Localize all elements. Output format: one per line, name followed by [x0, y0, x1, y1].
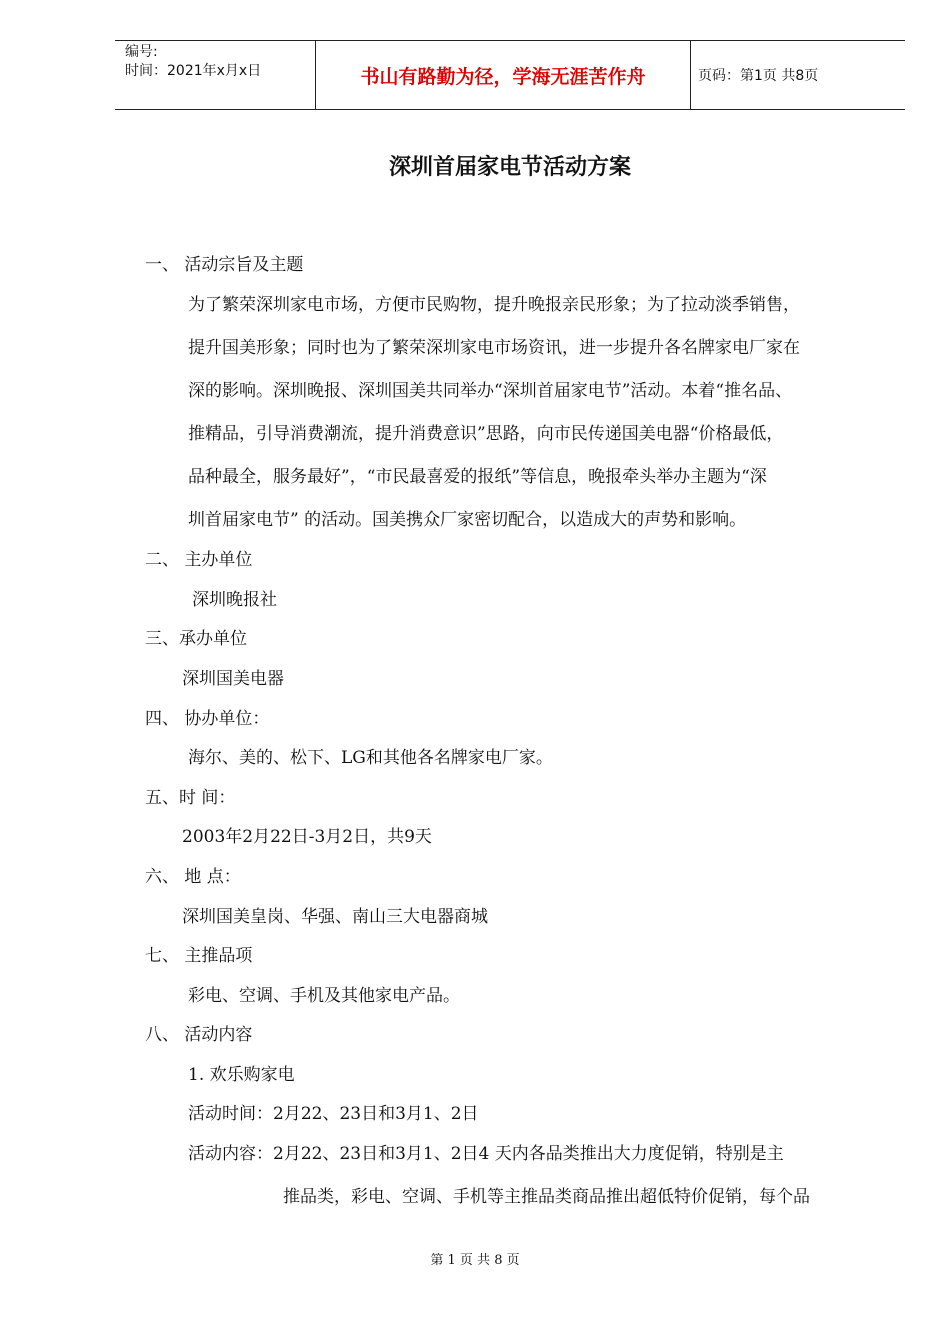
section-heading-3: 三、承办单位	[145, 629, 247, 649]
section-heading-8: 八、 活动内容	[145, 1025, 253, 1045]
section-text-5: 2003年2月22日-3月2日，共9天	[182, 827, 432, 847]
section-heading-4: 四、 协办单位：	[145, 709, 270, 729]
activity-content-continued: 推品类，彩电、空调、手机等主推品类商品推出超低特价促销，每个品	[283, 1187, 810, 1207]
paragraph-line: 为了繁荣深圳家电市场，方便市民购物，提升晚报亲民形象；为了拉动淡季销售，	[188, 295, 800, 315]
document-title: 深圳首届家电节活动方案	[388, 155, 631, 180]
paragraph-line: 圳首届家电节” 的活动。国美携众厂家密切配合，以造成大的声势和影响。	[188, 510, 747, 530]
section-heading-5: 五、时 间：	[145, 788, 236, 808]
document-number-label: 编号:	[125, 44, 158, 60]
paragraph-line: 提升国美形象；同时也为了繁荣深圳家电市场资讯，进一步提升各名牌家电厂家在	[188, 338, 800, 358]
document-header	[115, 40, 905, 110]
activity-time: 活动时间：2月22、23日和3月1、2日	[188, 1104, 479, 1124]
paragraph-line: 深的影响。深圳晚报、深圳国美共同举办“深圳首届家电节”活动。本着“推名品、	[188, 381, 793, 401]
header-motto: 书山有路勤为径，学海无涯苦作舟	[315, 41, 691, 109]
paragraph-line: 推精品，引导消费潮流，提升消费意识”思路，向市民传递国美电器“价格最低，	[188, 424, 784, 444]
section-text-7: 彩电、空调、手机及其他家电产品。	[188, 986, 460, 1006]
activity-content: 活动内容：2月22、23日和3月1、2日4 天内各品类推出大力度促销，特别是主	[188, 1144, 784, 1164]
header-page-info: 页码：第1页 共8页	[698, 68, 819, 84]
document-time-label: 时间：2021年x月x日	[125, 63, 262, 79]
section-text-4: 海尔、美的、松下、LG和其他各名牌家电厂家。	[188, 748, 553, 768]
section-text-2: 深圳晚报社	[192, 590, 277, 610]
section-text-6: 深圳国美皇岗、华强、南山三大电器商城	[182, 907, 488, 927]
section-heading-2: 二、 主办单位	[145, 550, 253, 570]
section-heading-1: 一、 活动宗旨及主题	[145, 255, 304, 275]
subsection-heading: 1. 欢乐购家电	[188, 1065, 295, 1085]
section-text-3: 深圳国美电器	[182, 669, 284, 689]
header-meta-cell	[115, 41, 315, 109]
paragraph-line: 品种最全，服务最好”，“市民最喜爱的报纸”等信息，晚报牵头举办主题为“深	[188, 467, 767, 487]
page-footer: 第 1 页 共 8 页	[430, 1253, 520, 1268]
section-heading-6: 六、 地 点：	[145, 867, 241, 887]
section-heading-7: 七、 主推品项	[145, 946, 253, 966]
